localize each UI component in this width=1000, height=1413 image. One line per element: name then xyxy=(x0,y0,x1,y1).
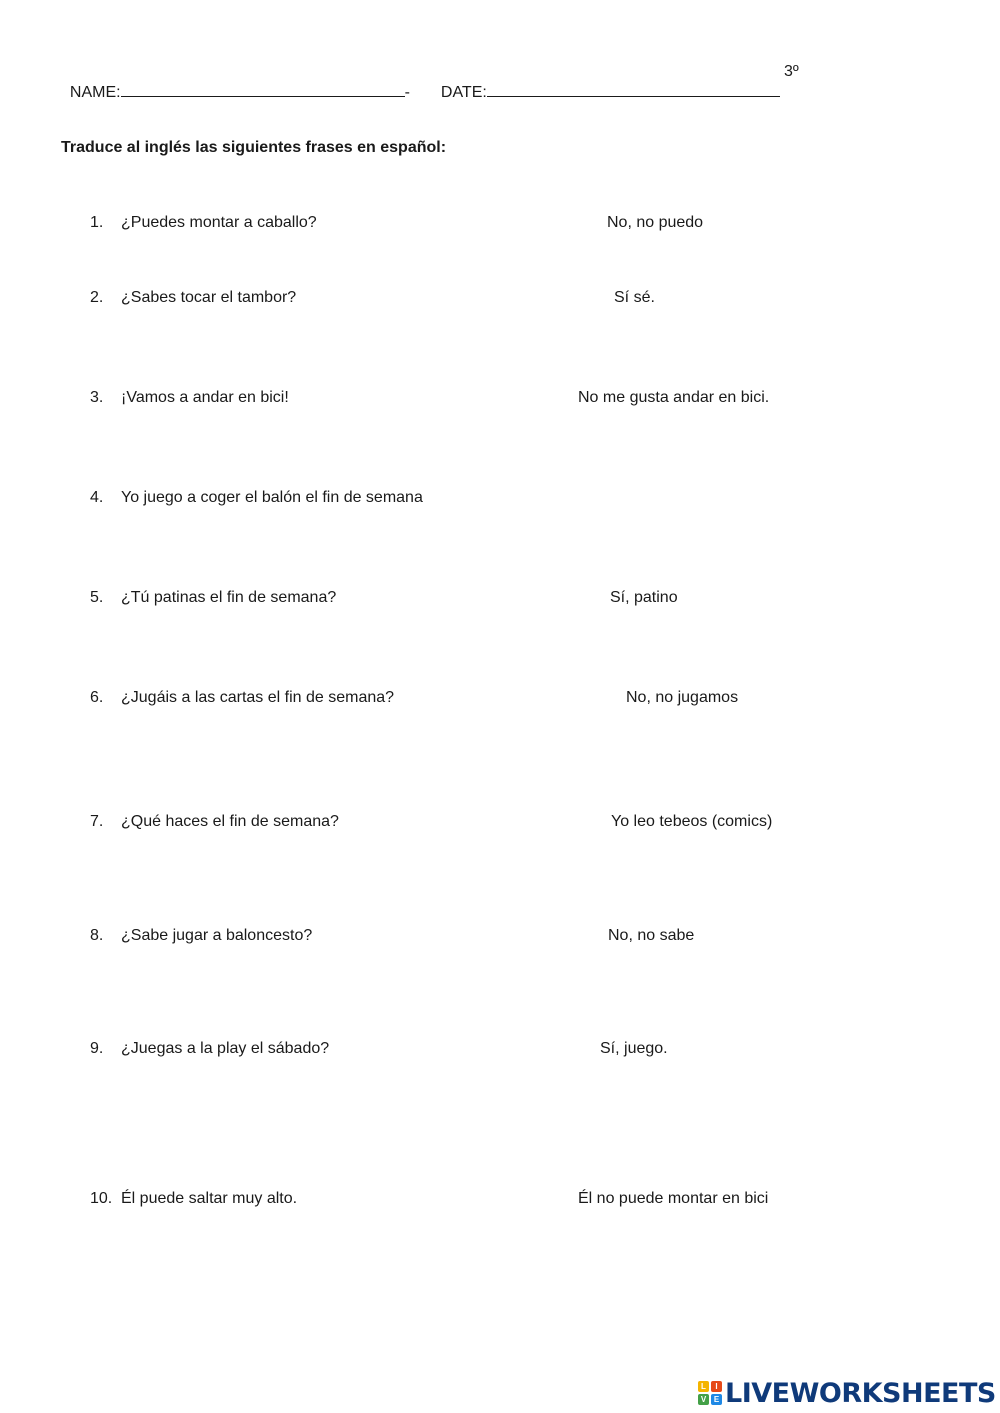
item-number: 4. xyxy=(90,489,104,506)
item-number: 7. xyxy=(90,813,104,830)
item-text: ¿Tú patinas el fin de semana? xyxy=(121,589,337,606)
item-answer: Yo leo tebeos (comics) xyxy=(611,813,773,830)
item-number: 1. xyxy=(90,214,104,231)
item-text: ¿Jugáis a las cartas el fin de semana? xyxy=(121,689,395,706)
item-number: 6. xyxy=(90,689,104,706)
logo-text: LIVEWORKSHEETS xyxy=(725,1377,996,1409)
item-answer: Él no puede montar en bici xyxy=(578,1190,769,1207)
item-answer: No me gusta andar en bici. xyxy=(578,389,770,406)
item-text: ¿Qué haces el fin de semana? xyxy=(121,813,339,830)
item-answer: Sí, juego. xyxy=(600,1040,668,1057)
item-text: ¿Sabe jugar a baloncesto? xyxy=(121,927,313,944)
item-answer: Sí, patino xyxy=(610,589,678,606)
logo-mark-icon xyxy=(698,1381,722,1405)
item-answer: Sí sé. xyxy=(614,289,655,306)
date-blank-line[interactable] xyxy=(487,82,780,97)
item-text: Yo juego a coger el balón el fin de semana xyxy=(121,489,423,506)
name-label: NAME: xyxy=(69,84,121,101)
logo-letter: I xyxy=(711,1381,722,1392)
name-blank-line[interactable] xyxy=(121,82,405,97)
item-text: Él puede saltar muy alto. xyxy=(121,1190,298,1207)
item-number: 9. xyxy=(90,1040,104,1057)
logo-letter: V xyxy=(698,1394,709,1405)
logo-letter: E xyxy=(711,1394,722,1405)
instructions-heading: Traduce al inglés las siguientes frases en español: xyxy=(61,139,447,156)
name-dash: - xyxy=(404,84,410,101)
item-text: ¿Puedes montar a caballo? xyxy=(121,214,317,231)
item-number: 5. xyxy=(90,589,104,606)
item-text: ¿Sabes tocar el tambor? xyxy=(121,289,297,306)
item-text: ¡Vamos a andar en bici! xyxy=(121,389,289,406)
item-answer: No, no sabe xyxy=(608,927,695,944)
item-number: 3. xyxy=(90,389,104,406)
name-field[interactable] xyxy=(61,62,410,103)
date-label: DATE: xyxy=(440,84,487,101)
date-field[interactable] xyxy=(432,62,780,103)
liveworksheets-logo[interactable] xyxy=(698,1377,996,1409)
item-number: 10. xyxy=(90,1190,113,1207)
item-number: 2. xyxy=(90,289,104,306)
item-text: ¿Juegas a la play el sábado? xyxy=(121,1040,330,1057)
logo-letter: L xyxy=(698,1381,709,1392)
item-number: 8. xyxy=(90,927,104,944)
item-answer: No, no puedo xyxy=(607,214,704,231)
item-answer: No, no jugamos xyxy=(626,689,739,706)
grade-label: 3º xyxy=(784,63,799,80)
